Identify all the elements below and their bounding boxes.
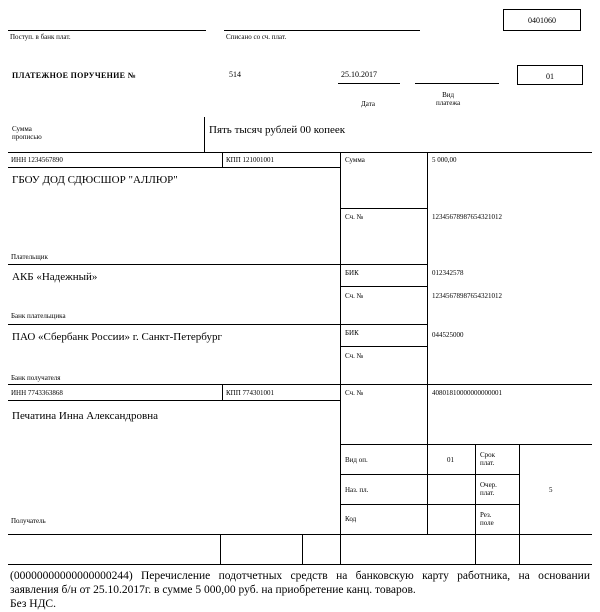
debited-line [224, 30, 420, 31]
reserve-label: Рез. поле [480, 511, 494, 527]
priority-value: 5 [549, 486, 553, 494]
op-type-label: Вид оп. [345, 456, 368, 464]
status-box [517, 65, 583, 85]
received-line [8, 30, 206, 31]
grid-line [519, 534, 520, 564]
grid-line [519, 444, 520, 534]
payee-kpp: КПП 774301001 [226, 389, 275, 397]
grid-line [340, 152, 341, 564]
payment-type-line [415, 83, 499, 84]
grid-line [8, 264, 427, 265]
date-line [338, 83, 400, 84]
grid-line [8, 167, 340, 168]
purpose-text: (00000000000000000244) Перечисление подотчетных средств на банковскую карту работника, на основании заявления б/н от 25.10.2017г. в сумме 5 000,00 руб. на приобретение канц. товаров. [10, 570, 590, 596]
grid-line [340, 346, 427, 347]
op-type-value: 01 [447, 456, 454, 464]
grid-line [340, 286, 427, 287]
status-code: 01 [546, 72, 554, 81]
grid-line [220, 534, 221, 564]
grid-line [427, 152, 428, 444]
payee-bank-label: Банк получателя [11, 374, 61, 382]
grid-line [475, 474, 519, 475]
payee-bank-name: ПАО «Сбербанк России» г. Санкт-Петербург [12, 331, 222, 343]
doc-number: 514 [229, 70, 241, 79]
grid-line [340, 474, 475, 475]
payee-bank-bik-value: 044525000 [432, 331, 464, 339]
debited-label: Списано со сч. плат. [226, 33, 287, 41]
payer-account-label: Сч. № [345, 213, 364, 221]
payer-label: Плательщик [11, 253, 48, 261]
grid-line [222, 384, 223, 400]
payer-name: ГБОУ ДОД СДЮСШОР "АЛЛЮР" [12, 174, 178, 186]
payment-purpose [10, 569, 590, 611]
grid-line [8, 324, 427, 325]
grid-line [340, 208, 427, 209]
payer-account-value: 12345678987654321012 [432, 213, 502, 221]
amount-words-value: Пять тысяч рублей 00 копеек [209, 124, 346, 136]
payer-bank-label: Банк плательщика [11, 312, 66, 320]
payee-bank-account-label: Сч. № [345, 352, 364, 360]
grid-line [475, 504, 519, 505]
sum-label: Сумма [345, 156, 365, 164]
payer-inn: ИНН 1234567890 [11, 156, 63, 164]
grid-line [340, 444, 592, 445]
code-label: Код [345, 515, 357, 523]
grid-line [340, 504, 475, 505]
doc-date: 25.10.2017 [341, 70, 377, 79]
purpose-code-label: Наз. пл. [345, 486, 369, 494]
form-code-box [503, 9, 581, 31]
grid-line [8, 400, 340, 401]
priority-label: Очер. плат. [480, 481, 497, 497]
sum-value: 5 000,00 [432, 156, 457, 164]
payee-account-label: Сч. № [345, 389, 364, 397]
amount-words-divider [204, 117, 205, 152]
doc-title: ПЛАТЕЖНОЕ ПОРУЧЕНИЕ № [12, 71, 136, 80]
grid-line [8, 384, 592, 385]
payee-bank-bik-label: БИК [345, 329, 359, 337]
received-label: Поступ. в банк плат. [10, 33, 71, 41]
form-code: 0401060 [528, 16, 556, 25]
payee-account-value: 40801810000000000001 [432, 389, 502, 397]
payee-label: Получатель [11, 517, 46, 525]
payer-bank-bik-value: 012342578 [432, 269, 464, 277]
payment-type-label: Вид платежа [436, 91, 461, 107]
grid-line [8, 564, 592, 565]
payer-bank-account-label: Сч. № [345, 292, 364, 300]
payer-kpp: КПП 121001001 [226, 156, 275, 164]
grid-line [8, 534, 592, 535]
deadline-label: Срок плат. [480, 451, 496, 467]
grid-line [302, 534, 303, 564]
payer-bank-name: АКБ «Надежный» [12, 271, 98, 283]
grid-line [8, 152, 592, 153]
payer-bank-bik-label: БИК [345, 269, 359, 277]
amount-words-label: Сумма прописью [12, 125, 42, 141]
payee-inn: ИНН 7743363868 [11, 389, 63, 397]
payee-name: Печатина Инна Александровна [12, 410, 158, 422]
purpose-vat: Без НДС. [10, 598, 56, 610]
date-label: Дата [361, 100, 375, 108]
payer-bank-account-value: 12345678987654321012 [432, 292, 502, 300]
grid-line [222, 152, 223, 167]
grid-line [427, 444, 428, 534]
